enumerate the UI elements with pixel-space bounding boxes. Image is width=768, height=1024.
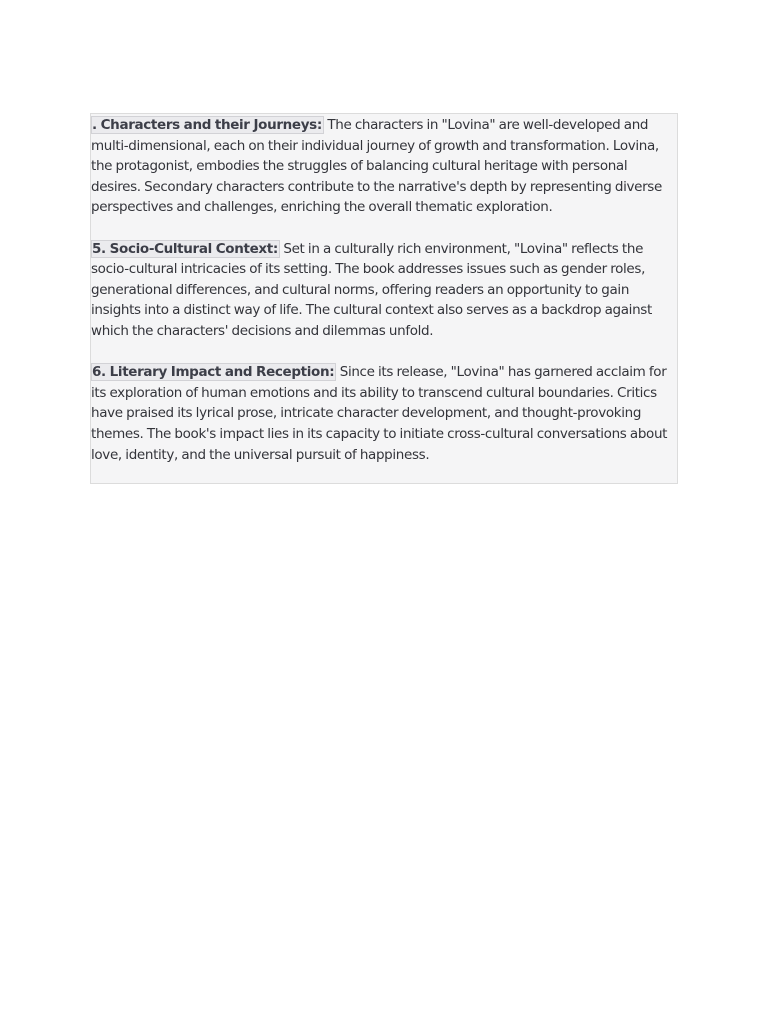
section-literary-impact: [91, 362, 677, 465]
text-excerpt-box: [90, 113, 678, 484]
section-characters: [91, 115, 677, 218]
section-body-characters: The characters in "Lovina" are well-developed and multi-dimensional, each on their individual journey of growth and transformation. Lovina, the protagonist, embodies the struggles of balancing cultural heritage with personal desires. Secondary characters contribute to the narrative's depth by representing diverse perspectives and challenges, enriching the overall thematic exploration.: [91, 117, 662, 216]
section-body-socio-cultural: Set in a culturally rich environment, "Lovina" reflects the socio-cultural intricacies of its setting. The book addresses issues such as gender roles, generational differences, and cultural norms, offering readers an opportunity to gain insights into a distinct way of life. The cultural context also serves as a backdrop against which the characters' decisions and dilemmas unfold.: [91, 240, 652, 339]
section-heading-socio-cultural: 5. Socio-Cultural Context:: [92, 240, 278, 257]
section-body-literary-impact: Since its release, "Lovina" has garnered acclaim for its exploration of human emotions and its ability to transcend cultural boundaries. Critics have praised its lyrical prose, intricate character development, and thought-provoking themes. The book's impact lies in its capacity to initiate cross-cultural conversations about love, identity, and the universal pursuit of happiness.: [91, 364, 668, 463]
section-heading-literary-impact: 6. Literary Impact and Reception:: [92, 364, 335, 381]
section-heading-characters: . Characters and their Journeys:: [92, 117, 322, 133]
section-socio-cultural: [91, 239, 677, 342]
